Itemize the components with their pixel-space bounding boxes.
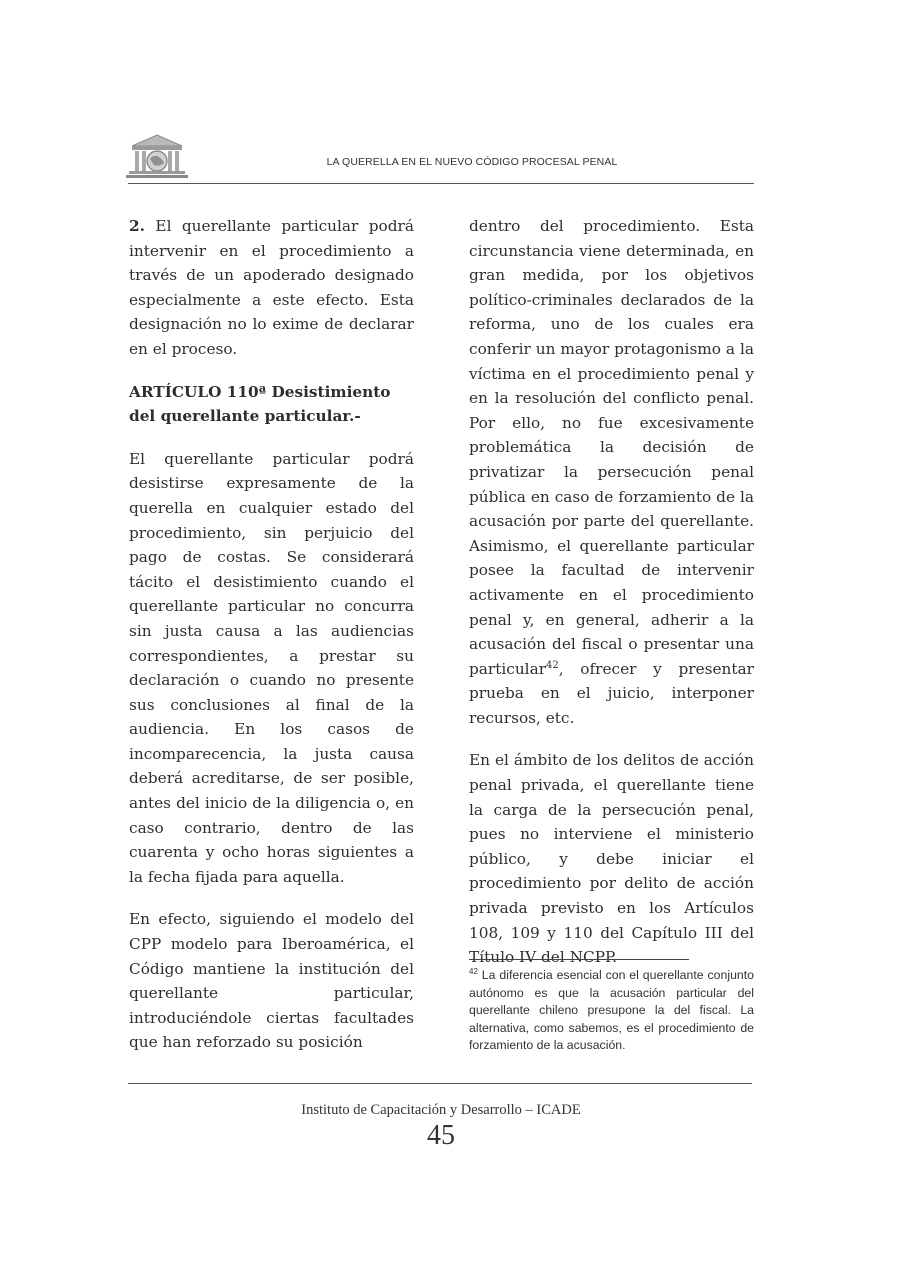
right-paragraph-1-text: dentro del procedimiento. Esta circunstancia viene determinada, en gran medida, por los objetivos político-criminales declarados de la reforma, uno de los cuales era conferir un mayor protagonismo a la víctima en el procedimiento penal y en la resolución del conflicto penal. Por ello, no fue excesivamente problemática la decisión de privatizar la persecución penal pública en caso de forzamiento de la acusación por parte del querellante. Asimismo, el querellante particular posee la facultad de intervenir activamente en el procedimiento penal y, en general, adherir a la acusación del fiscal o presentar una particular xyxy=(469,217,754,678)
institution-building-icon xyxy=(124,132,190,182)
article-heading: ARTÍCULO 110ª Desistimiento del querellante particular.- xyxy=(129,382,391,426)
footnote-number: 42 xyxy=(469,966,478,976)
footnote-reference[interactable]: 42 xyxy=(546,659,559,671)
right-paragraph-1-text-end: , ofrecer y presentar prueba en el juicio, interponer recursos, etc. xyxy=(469,659,754,727)
footnote xyxy=(469,967,754,1055)
right-paragraph-2: En el ámbito de los delitos de acción penal privada, el querellante tiene la carga de la persecución penal, pues no interviene el ministerio público, y debe iniciar el procedimiento por delito de acción privada previsto en los Artículos 108, 109 y 110 del Capítulo III del Título IV del NCPP. xyxy=(469,751,754,967)
left-paragraph-3: En efecto, siguiendo el modelo del CPP modelo para Iberoamérica, el Código mantiene la institución del querellante particular, introduciéndole ciertas facultades que han reforzado su posición xyxy=(129,910,414,1052)
footnote-text: La diferencia esencial con el querellante conjunto autónomo es que la acusación particular del querellante chileno presupone la del fiscal. La alternativa, como sabemos, es el procedimiento de forzamiento de la acusación. xyxy=(469,968,754,1052)
item-text: El querellante particular podrá intervenir en el procedimiento a través de un apoderado designado especialmente a este efecto. Esta designación no lo exime de declarar en el proceso. xyxy=(129,217,414,358)
left-paragraph-2: El querellante particular podrá desistirse expresamente de la querella en cualquier estado del procedimiento, sin perjuicio del pago de costas. Se considerará tácito el desistimiento cuando el querellante particular no concurra sin justa causa a las audiencias correspondientes, a prestar su declaración o cuando no presente sus conclusiones al final de la audiencia. En los casos de incomparecencia, la justa causa deberá acreditarse, de ser posible, antes del inicio de la diligencia o, en caso contrario, dentro de las cuarenta y ocho horas siguientes a la fecha fijada para aquella. xyxy=(129,449,414,886)
footnote-divider xyxy=(469,959,689,960)
footer-institution: Instituto de Capacitación y Desarrollo – ICADE xyxy=(301,1102,581,1118)
right-paragraph-1 xyxy=(469,214,754,730)
item-number: 2. xyxy=(129,217,145,235)
footer-divider xyxy=(128,1083,752,1084)
running-header-title: LA QUERELLA EN EL NUEVO CÓDIGO PROCESAL PENAL xyxy=(326,156,618,168)
left-column xyxy=(129,214,414,1055)
header-divider xyxy=(128,183,754,184)
page-number: 45 xyxy=(427,1120,455,1151)
right-column xyxy=(469,214,754,988)
left-paragraph-1 xyxy=(129,214,414,362)
